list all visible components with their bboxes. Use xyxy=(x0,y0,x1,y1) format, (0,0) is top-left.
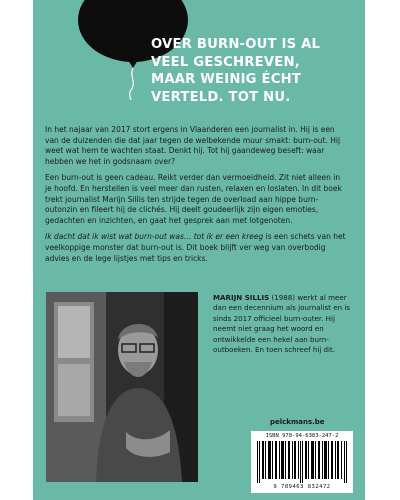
isbn-label: ISBN 978-94-6383-247-2 xyxy=(265,433,339,439)
author-bio-text: (1988) werkt al meer dan een decennium als journalist en is sinds 2017 officieel burn-outer. Hij neemt niet graag het woord en ontwikkelde een hekel aan burn-outboeken. En toen schreef hij dit. xyxy=(213,293,351,355)
headline-line: VERTELD. TOT NU. xyxy=(151,89,291,105)
barcode-icon xyxy=(255,441,349,483)
headline-line: VEEL GESCHREVEN, xyxy=(151,54,300,70)
author-bio xyxy=(213,293,357,355)
headline-line: MAAR WEINIG ÉCHT xyxy=(151,72,302,87)
blurb xyxy=(45,125,347,270)
publisher-website: pelckmans.be xyxy=(270,418,325,426)
blurb-text: is een schets van het veelkoppige monster dat burn-out is. Dit boek blijft ver weg van overbodig advies en de lege lijstjes met tips en tricks. xyxy=(45,232,346,263)
headline-line: OVER BURN-OUT IS AL xyxy=(151,37,321,52)
book-title-italic: Ik dacht dat ik wist wat burn-out was… tot ik er een kreeg xyxy=(45,232,264,242)
headline xyxy=(151,36,361,106)
author-name: MARIJN SILLIS xyxy=(213,293,270,302)
blurb-paragraph: Een burn-out is geen cadeau. Reikt verder dan vermoeidheid. Zit niet alleen in je hoofd. En herstellen is veel meer dan rusten, relaxen en loslaten. In dit boek trekt journalist Marijn Sillis ten strijde tegen de overload aan hippe burn-outonzin en fileert hij de clichés. Hij deelt goudeerlijk zijn eigen emoties, gedachten en inzichten, en gaat het gesprek aan met lotgenoten. xyxy=(45,173,342,225)
blurb-paragraph: In het najaar van 2017 stort ergens in Vlaanderen een journalist in. Hij is een van de duizenden die dat jaar tegen de welbekende muur smakt: burn-out. Hij weet wat hem te wachten staat. Denkt hij. Tot hij gaandeweg beseft: waar hebben we het in godsnaam over? xyxy=(45,125,341,166)
blurb-paragraph xyxy=(45,232,347,264)
author-photo xyxy=(46,292,198,482)
book-back-cover xyxy=(33,0,365,500)
barcode-digits: 9 789463 832472 xyxy=(273,484,331,490)
barcode-box xyxy=(251,431,353,493)
